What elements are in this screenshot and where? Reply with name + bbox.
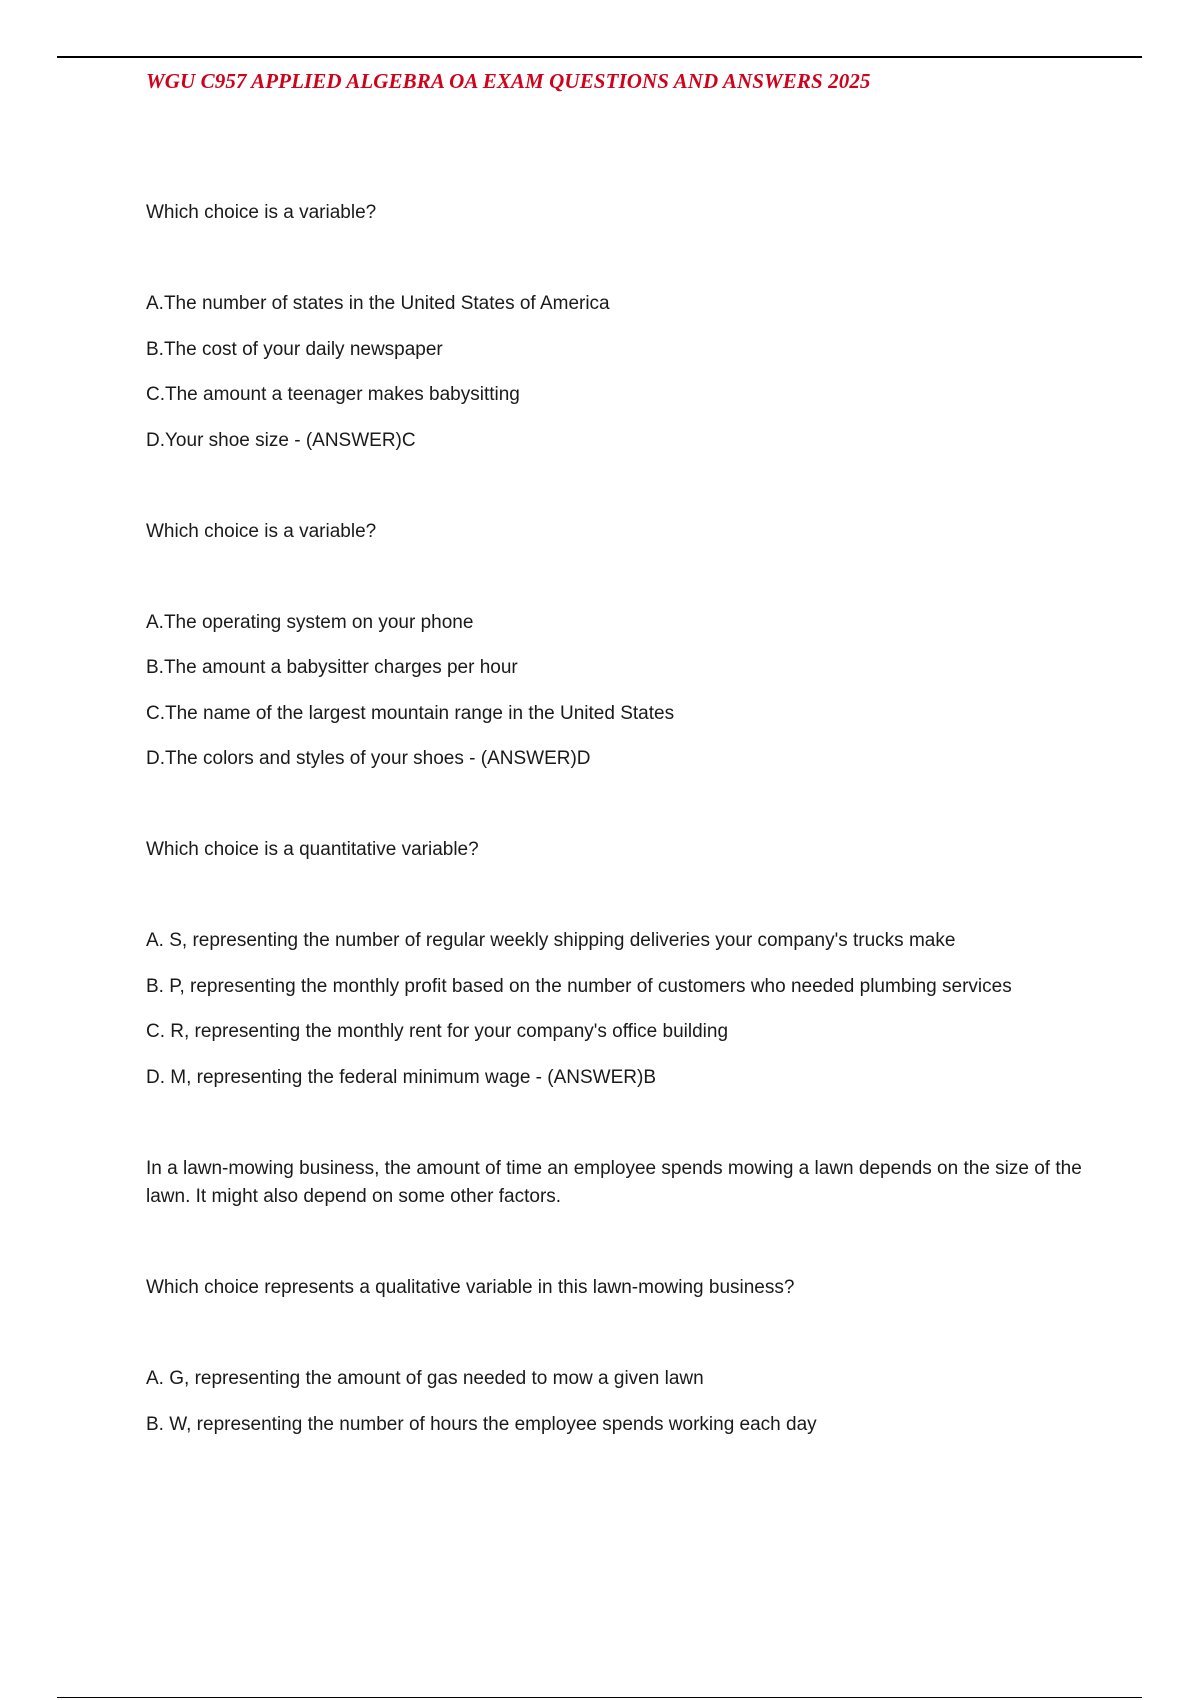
document-title: WGU C957 APPLIED ALGEBRA OA EXAM QUESTIONS AND ANSWERS 2025 xyxy=(146,69,871,93)
question-1-option-d: D.Your shoe size - (ANSWER)C xyxy=(146,430,416,451)
question-3-option-b: B. P, representing the monthly profit based on the number of customers who needed plumbing services xyxy=(146,976,1012,997)
question-1-option-c: C.The amount a teenager makes babysitting xyxy=(146,384,520,405)
question-2-option-b: B.The amount a babysitter charges per hour xyxy=(146,657,518,678)
question-2-option-c: C.The name of the largest mountain range in the United States xyxy=(146,703,675,724)
question-1-option-b: B.The cost of your daily newspaper xyxy=(146,339,443,360)
question-2-prompt: Which choice is a variable? xyxy=(146,521,377,542)
question-4-context: In a lawn-mowing business, the amount of time an employee spends mowing a lawn depends on the size of the lawn. It might also depend on some other factors. xyxy=(146,1158,1082,1207)
question-4-option-b: B. W, representing the number of hours the employee spends working each day xyxy=(146,1414,817,1435)
question-4-prompt: Which choice represents a qualitative variable in this lawn-mowing business? xyxy=(146,1277,795,1298)
question-3-option-d: D. M, representing the federal minimum wage - (ANSWER)B xyxy=(146,1067,656,1088)
question-1-option-a: A.The number of states in the United States of America xyxy=(146,293,610,314)
question-1-prompt: Which choice is a variable? xyxy=(146,202,377,223)
question-3-option-c: C. R, representing the monthly rent for your company's office building xyxy=(146,1021,729,1042)
question-4-option-a: A. G, representing the amount of gas needed to mow a given lawn xyxy=(146,1368,704,1389)
question-2-option-a: A.The operating system on your phone xyxy=(146,612,474,633)
question-3-option-a: A. S, representing the number of regular weekly shipping deliveries your company's trucks make xyxy=(146,930,956,951)
question-3-prompt: Which choice is a quantitative variable? xyxy=(146,839,479,860)
question-2-option-d: D.The colors and styles of your shoes - (ANSWER)D xyxy=(146,748,591,769)
footer-rule xyxy=(57,1697,1142,1698)
header-rule xyxy=(57,56,1142,58)
